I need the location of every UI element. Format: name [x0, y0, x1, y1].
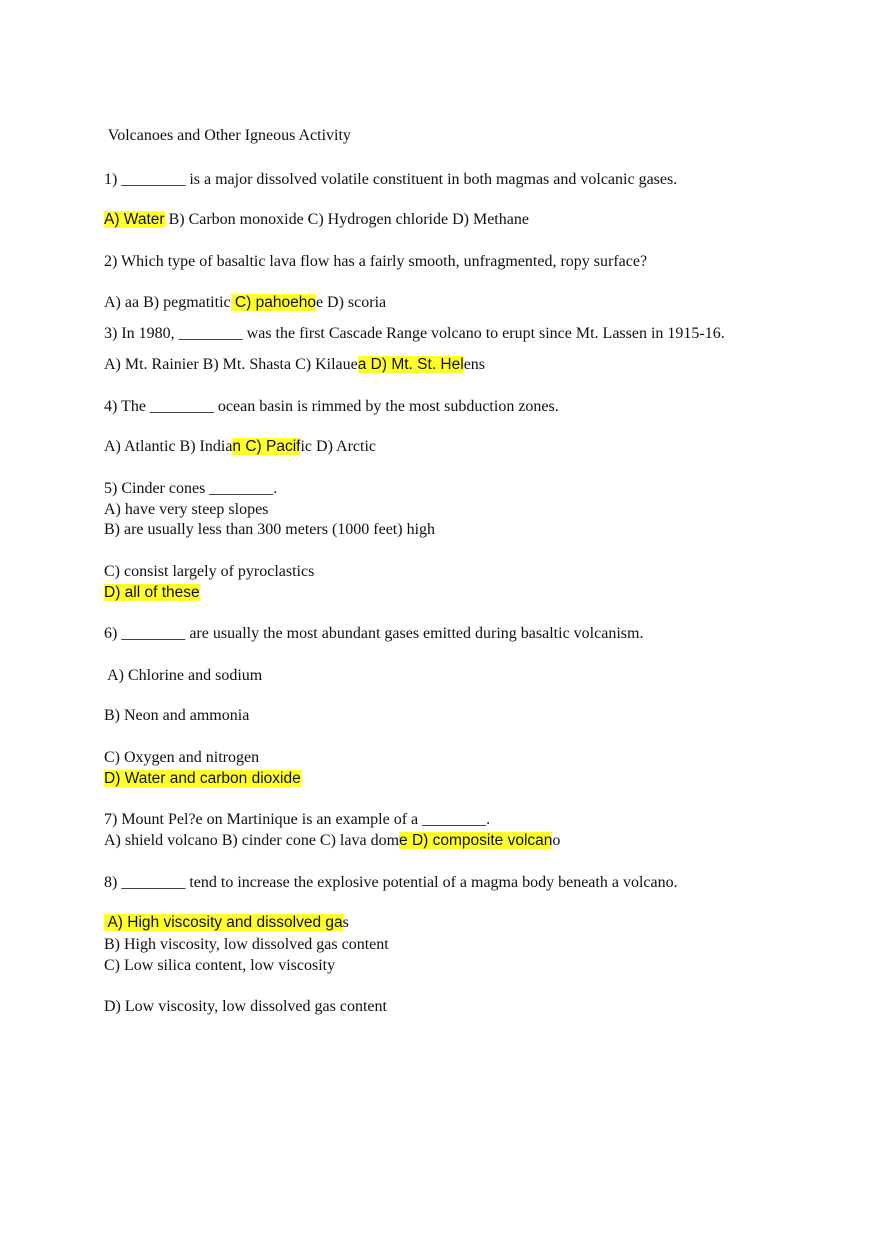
question-3-answer-highlight: a D) Mt. St. Hel — [357, 356, 464, 373]
question-7-options — [104, 831, 560, 851]
question-8-option-b: B) High viscosity, low dissolved gas content — [104, 936, 389, 953]
question-8-option-d: D) Low viscosity, low dissolved gas content — [104, 998, 387, 1015]
question-1-answer-highlight: A) Water — [104, 211, 165, 228]
question-2-options-post: e D) scoria — [315, 294, 387, 311]
question-5-stem: 5) Cinder cones ________. — [104, 480, 278, 497]
question-2-answer-highlight: C) pahoeho — [230, 294, 316, 311]
question-3-options-pre: A) Mt. Rainier B) Mt. Shasta C) Kilaue — [104, 356, 358, 373]
question-8-option-c: C) Low silica content, low viscosity — [104, 957, 336, 974]
question-4-answer-highlight: n C) Pacif — [232, 438, 301, 455]
question-2-options-pre: A) aa B) pegmatitic — [104, 294, 231, 311]
question-5-option-a: A) have very steep slopes — [104, 501, 269, 518]
question-5-answer-highlight: D) all of these — [104, 584, 200, 601]
question-6-option-c: C) Oxygen and nitrogen — [104, 749, 260, 766]
question-7-answer-highlight: e D) composite volcan — [399, 832, 553, 849]
question-8-stem: 8) ________ tend to increase the explosive potential of a magma body beneath a volcano. — [104, 874, 678, 891]
question-3-options — [104, 355, 485, 375]
question-7-options-post: o — [552, 832, 561, 849]
question-8-option-a-post: s — [342, 914, 349, 931]
question-6-answer-highlight: D) Water and carbon dioxide — [104, 770, 301, 787]
question-3-options-post: ens — [463, 356, 486, 373]
question-4-options-pre: A) Atlantic B) India — [104, 438, 233, 455]
question-5-option-c: C) consist largely of pyroclastics — [104, 563, 315, 580]
question-3-stem: 3) In 1980, ________ was the first Cascade Range volcano to erupt since Mt. Lassen in 1915-16. — [104, 325, 725, 342]
question-1-options-rest: B) Carbon monoxide C) Hydrogen chloride D) Methane — [164, 211, 529, 228]
question-6-option-d — [104, 769, 301, 789]
question-7-stem: 7) Mount Pel?e on Martinique is an example of a ________. — [104, 811, 491, 828]
question-1-stem: 1) ________ is a major dissolved volatile constituent in both magmas and volcanic gases. — [104, 171, 678, 188]
question-5-option-b: B) are usually less than 300 meters (1000 feet) high — [104, 521, 436, 538]
question-6-option-b: B) Neon and ammonia — [104, 707, 250, 724]
question-8-option-a — [104, 913, 349, 933]
question-8-answer-highlight: A) High viscosity and dissolved ga — [104, 914, 343, 931]
question-7-options-pre: A) shield volcano B) cinder cone C) lava dom — [104, 832, 400, 849]
question-6-option-a: A) Chlorine and sodium — [104, 667, 263, 684]
question-5-option-d — [104, 583, 200, 603]
question-6-stem: 6) ________ are usually the most abundant gases emitted during basaltic volcanism. — [104, 625, 644, 642]
question-2-options — [104, 293, 386, 313]
question-4-options — [104, 437, 376, 457]
question-2-stem: 2) Which type of basaltic lava flow has a fairly smooth, unfragmented, ropy surface? — [104, 253, 648, 270]
question-1-options — [104, 210, 529, 230]
page-title: Volcanoes and Other Igneous Activity — [104, 127, 351, 144]
question-4-options-post: ic D) Arctic — [300, 438, 377, 455]
question-4-stem: 4) The ________ ocean basin is rimmed by the most subduction zones. — [104, 398, 559, 415]
